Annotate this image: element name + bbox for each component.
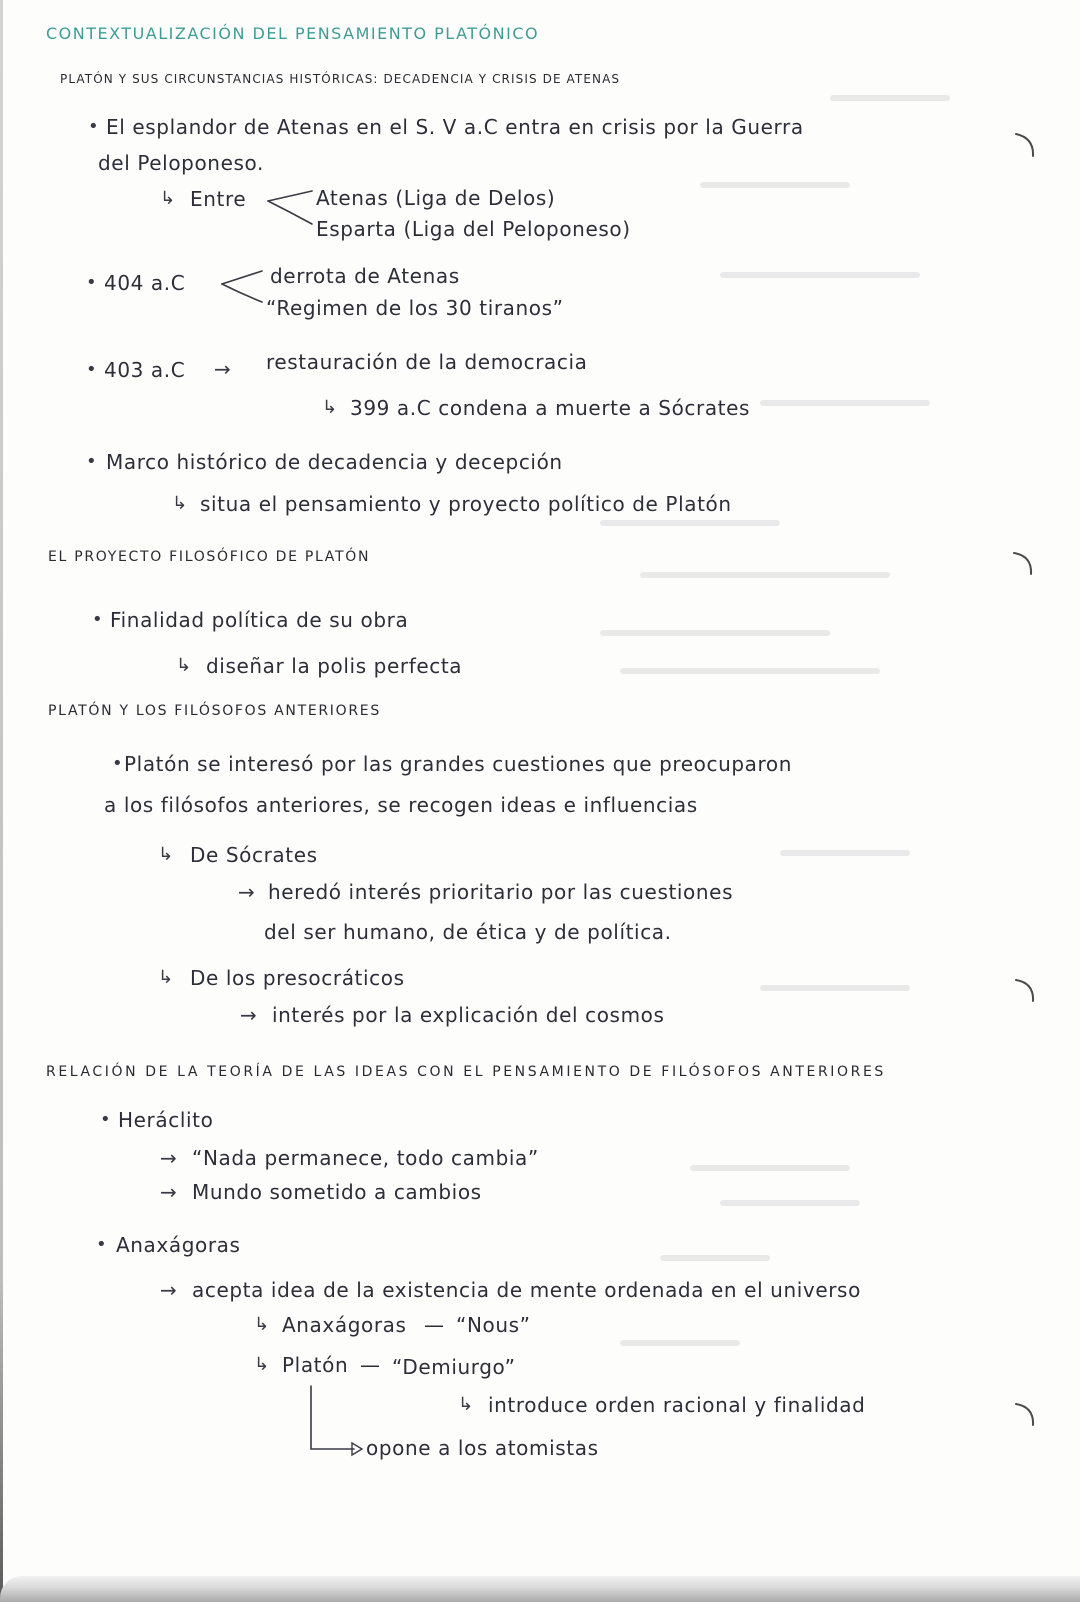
arrow-right-icon [238, 880, 255, 906]
project-sub: diseñar la polis perfecta [206, 654, 463, 678]
arrow-right-icon [160, 1278, 177, 1304]
oppose-atomists: opone a los atomistas [366, 1436, 599, 1460]
presocraticos-text: interés por la explicación del cosmos [272, 1003, 665, 1027]
bullet-icon [86, 450, 97, 474]
demiurgo-sub: introduce orden racional y finalidad [488, 1393, 866, 1417]
influences-line-2: a los filósofos anteriores, se recogen ideas e influencias [104, 793, 698, 817]
year-403-text: restauración de la democracia [266, 350, 588, 374]
bullet-icon [86, 271, 97, 295]
branch-atenas: Atenas (Liga de Delos) [316, 186, 556, 210]
bracket-line-tiranos [222, 284, 262, 302]
arrow-right-icon [160, 1180, 177, 1206]
return-arrow-icon [160, 187, 175, 211]
return-arrow-icon [322, 396, 337, 420]
return-arrow-icon [158, 966, 173, 990]
presocraticos-label: De los presocráticos [190, 966, 405, 990]
nous-separator: — [424, 1313, 445, 1337]
bracket-line-atenas [268, 191, 312, 201]
crisis-line-2: del Peloponeso. [98, 151, 264, 175]
arrow-right-icon [214, 357, 231, 383]
year-399-text: 399 a.C condena a muerte a Sócrates [350, 396, 751, 420]
influences-line-1: Platón se interesó por las grandes cuestiones que preocuparon [124, 752, 793, 776]
punch-hole-mark [1016, 1404, 1033, 1425]
year-404-label: 404 a.C [104, 271, 186, 295]
marco-text: Marco histórico de decadencia y decepción [106, 450, 563, 474]
bracket-line-derrota [222, 271, 262, 284]
demiurgo-right: “Demiurgo” [392, 1355, 516, 1379]
section-heading-project: EL PROYECTO FILOSÓFICO DE PLATÓN [48, 549, 371, 565]
return-arrow-icon [254, 1313, 269, 1337]
bullet-icon [92, 608, 103, 632]
arrow-right-icon [160, 1146, 177, 1172]
socrates-label: De Sócrates [190, 843, 318, 867]
page-left-edge [0, 0, 3, 1602]
l-arrow-line [311, 1386, 354, 1449]
return-arrow-icon [158, 843, 173, 867]
bullet-icon [112, 752, 123, 776]
crisis-between-label: Entre [190, 187, 247, 211]
section-heading-previous-philosophers: PLATÓN Y LOS FILÓSOFOS ANTERIORES [48, 703, 381, 719]
anaxagoras-point: acepta idea de la existencia de mente ordenada en el universo [192, 1278, 861, 1302]
heraclito-name: Heráclito [118, 1108, 214, 1132]
bullet-icon [96, 1233, 107, 1257]
marco-sub: situa el pensamiento y proyecto político de Platón [200, 492, 732, 516]
page-title: CONTEXTUALIZACIÓN DEL PENSAMIENTO PLATÓNICO [46, 24, 540, 43]
return-arrow-icon [458, 1393, 473, 1417]
bullet-icon [100, 1108, 111, 1132]
punch-hole-mark [1016, 980, 1033, 1001]
return-arrow-icon [172, 492, 187, 516]
anaxagoras-name: Anaxágoras [116, 1233, 241, 1257]
branch-esparta: Esparta (Liga del Peloponeso) [316, 217, 631, 241]
demiurgo-left: Platón [282, 1353, 349, 1377]
crisis-line-1: El esplandor de Atenas en el S. V a.C entra en crisis por la Guerra [106, 115, 804, 139]
year-403-label: 403 a.C [104, 358, 186, 382]
bleed-through-marks [600, 95, 950, 1346]
arrow-right-icon [240, 1003, 257, 1029]
punch-hole-mark [1014, 553, 1031, 574]
section-heading-historical-context: PLATÓN Y SUS CIRCUNSTANCIAS HISTÓRICAS: DECADENCIA Y CRISIS DE ATENAS [60, 72, 621, 86]
socrates-line-2: del ser humano, de ética y de política. [264, 920, 672, 944]
socrates-line-1: heredó interés prioritario por las cuestiones [268, 880, 734, 904]
punch-hole-mark [1016, 134, 1033, 156]
demiurgo-separator: — [360, 1353, 381, 1377]
return-arrow-icon [254, 1353, 269, 1377]
bracket-line-esparta [268, 201, 312, 224]
bullet-icon [86, 358, 97, 382]
section-heading-theory-of-ideas: RELACIÓN DE LA TEORÍA DE LAS IDEAS CON EL PENSAMIENTO DE FILÓSOFOS ANTERIORES [46, 1064, 886, 1080]
heraclito-point-2: Mundo sometido a cambios [192, 1180, 482, 1204]
heraclito-point-1: “Nada permanece, todo cambia” [192, 1146, 539, 1170]
branch-derrota: derrota de Atenas [270, 264, 460, 288]
project-bullet: Finalidad política de su obra [110, 608, 409, 632]
l-arrow-head-icon [352, 1443, 362, 1455]
page-bottom-edge [0, 1576, 1080, 1602]
branch-tiranos: “Regimen de los 30 tiranos” [266, 296, 564, 320]
return-arrow-icon [176, 654, 191, 678]
nous-left: Anaxágoras [282, 1313, 407, 1337]
nous-right: “Nous” [456, 1313, 531, 1337]
bullet-icon [88, 115, 99, 139]
